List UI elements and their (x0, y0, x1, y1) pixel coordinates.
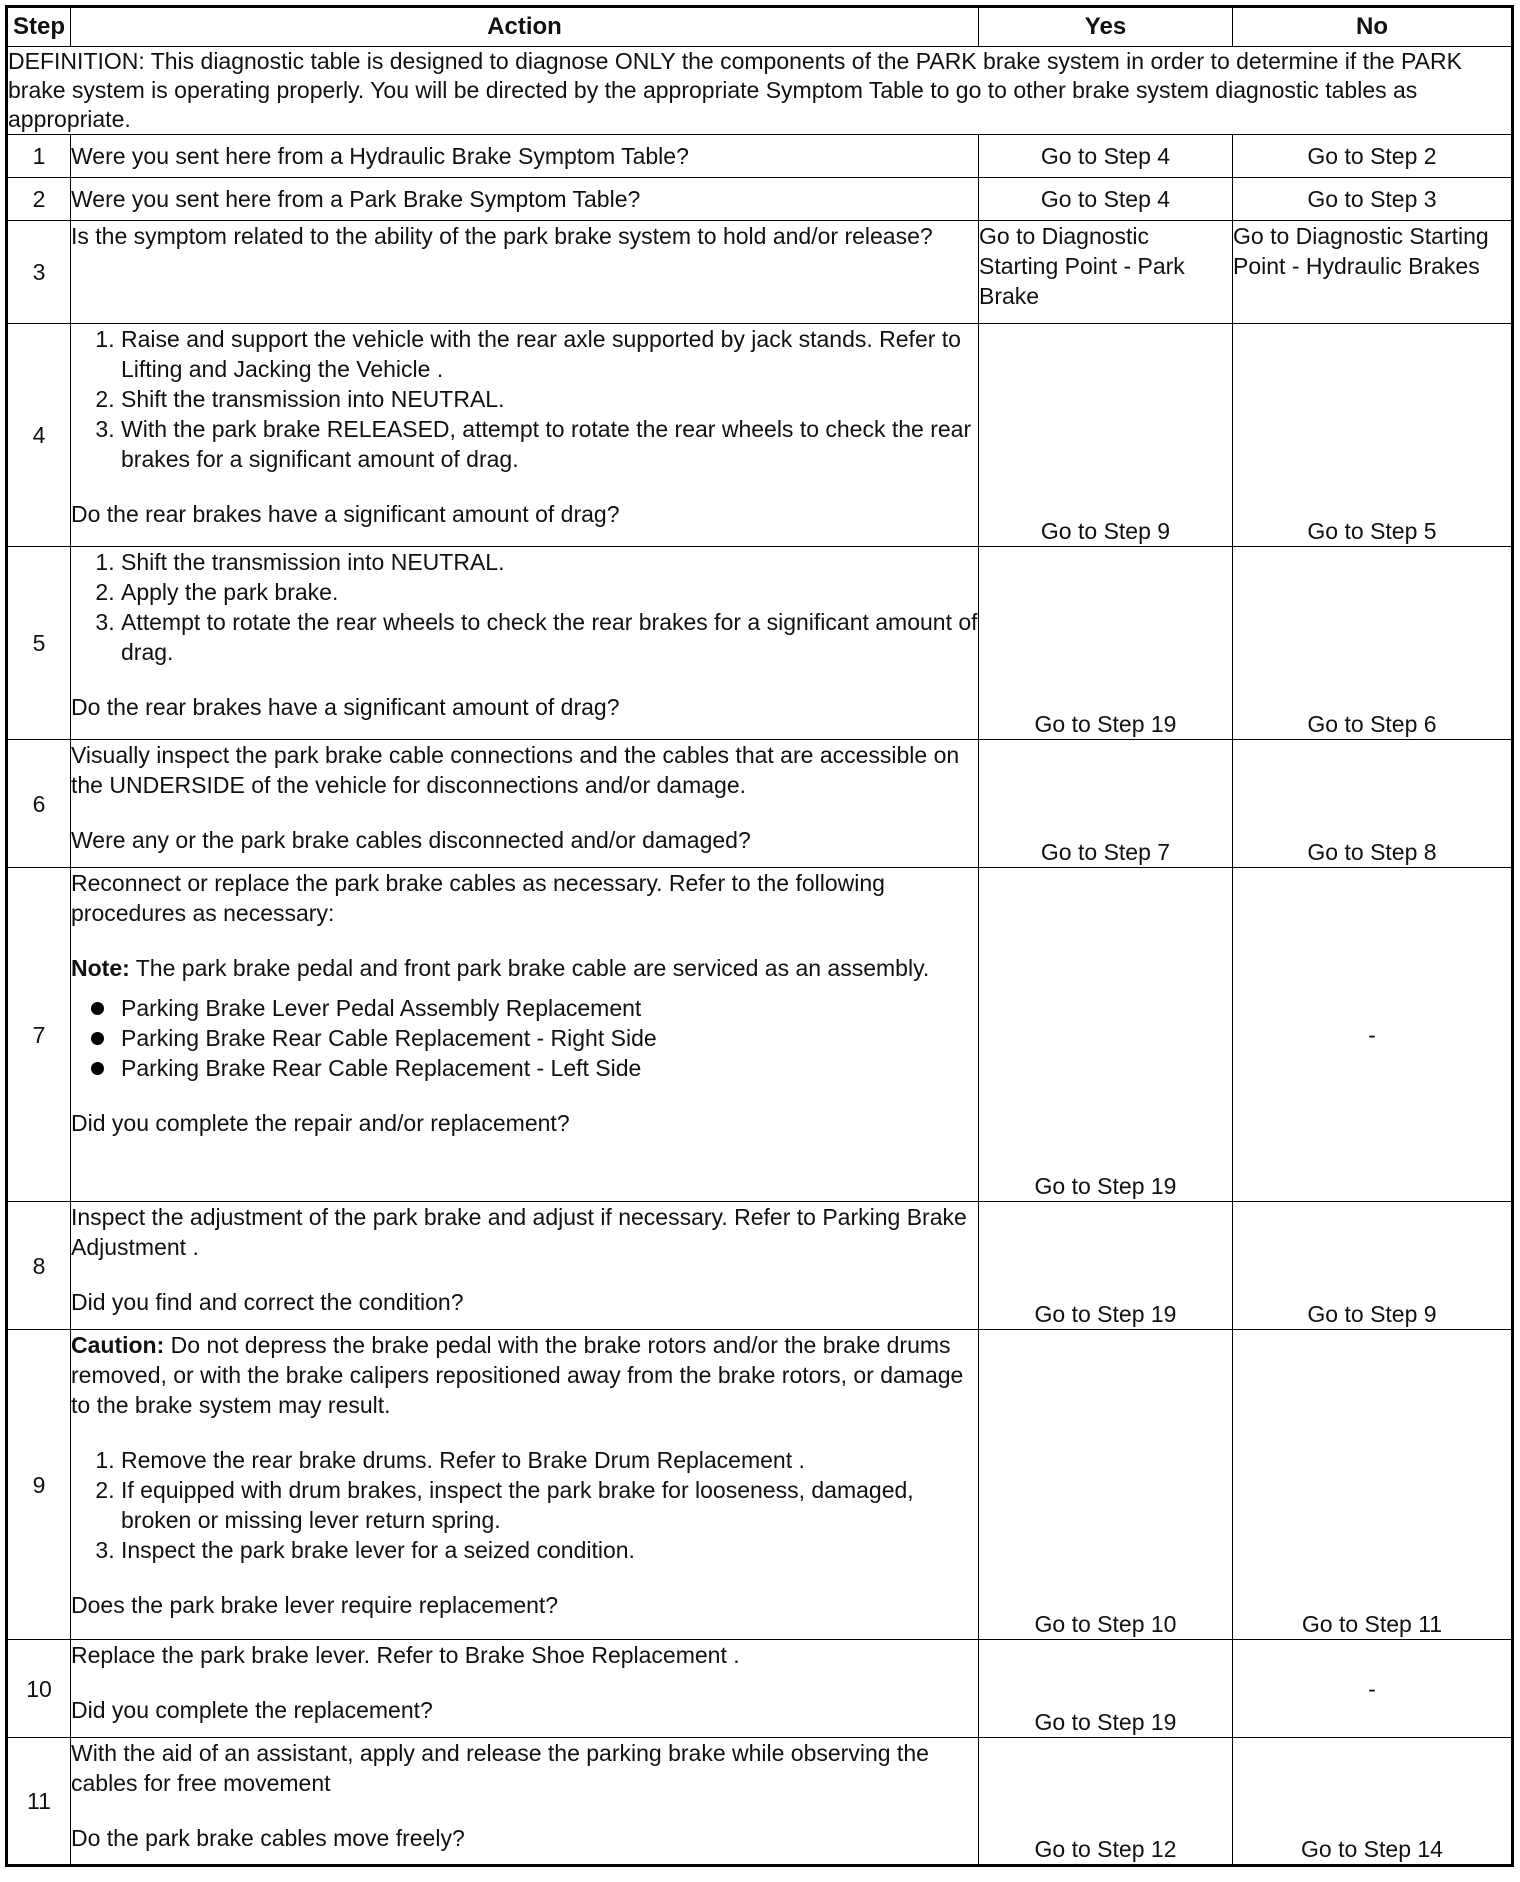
step-number: 8 (7, 1202, 71, 1330)
caution-paragraph (71, 1330, 978, 1420)
action-question: Were you sent here from a Park Brake Symptom Table? (71, 178, 979, 221)
action-text: Reconnect or replace the park brake cables as necessary. Refer to the following procedures as necessary: (71, 870, 885, 926)
table-row (7, 221, 1513, 324)
note-label: Note: (71, 955, 130, 981)
yes-result: Go to Step 19 (979, 1640, 1233, 1738)
action-cell (71, 324, 979, 547)
no-result: Go to Step 8 (1233, 740, 1513, 868)
action-text: Visually inspect the park brake cable connections and the cables that are accessible on the UNDERSIDE of the vehicle for disconnections and/or damage. (71, 742, 960, 798)
table-row (7, 1640, 1513, 1738)
header-step: Step (7, 7, 71, 47)
step-number: 7 (7, 868, 71, 1202)
no-result: - (1233, 868, 1513, 1202)
list-item: 2. Apply the park brake. (121, 577, 978, 607)
no-result: Go to Diagnostic Starting Point - Hydraulic Brakes (1233, 221, 1513, 324)
no-result: Go to Step 6 (1233, 547, 1513, 740)
header-row (7, 7, 1513, 47)
list-item: 1. Remove the rear brake drums. Refer to Brake Drum Replacement . (121, 1445, 978, 1475)
step-number: 5 (7, 547, 71, 740)
no-result: Go to Step 14 (1233, 1738, 1513, 1866)
bullet-icon (91, 1062, 104, 1075)
no-result: Go to Step 9 (1233, 1202, 1513, 1330)
action-cell (71, 547, 979, 740)
step-number: 6 (7, 740, 71, 868)
action-text: With the aid of an assistant, apply and release the parking brake while observing the cables for free movement (71, 1740, 929, 1796)
table-row (7, 1330, 1513, 1640)
list-item: 3. With the park brake RELEASED, attempt to rotate the rear wheels to check the rear brakes for a significant amount of drag. (121, 414, 978, 474)
table-row (7, 868, 1513, 1202)
yes-result: Go to Step 10 (979, 1330, 1233, 1640)
action-question: Did you complete the replacement? (71, 1697, 433, 1723)
yes-result: Go to Step 19 (979, 868, 1233, 1202)
list-item: 2. Shift the transmission into NEUTRAL. (121, 384, 978, 414)
table-row (7, 1738, 1513, 1866)
note-text: The park brake pedal and front park brake cable are serviced as an assembly. (129, 955, 930, 981)
procedure-list (71, 1445, 978, 1565)
yes-result: Go to Step 19 (979, 547, 1233, 740)
step-number: 1 (7, 135, 71, 178)
no-result: Go to Step 3 (1233, 178, 1513, 221)
procedure-list (71, 324, 978, 474)
action-question: Did you find and correct the condition? (71, 1289, 464, 1315)
action-question: Is the symptom related to the ability of the park brake system to hold and/or release? (71, 221, 979, 324)
action-cell (71, 740, 979, 868)
list-item (71, 1023, 978, 1053)
list-item (71, 993, 978, 1023)
header-yes: Yes (979, 7, 1233, 47)
diagnostic-table (5, 5, 1514, 1867)
action-question: Do the rear brakes have a significant amount of drag? (71, 694, 620, 720)
caution-text: Do not depress the brake pedal with the brake rotors and/or the brake drums removed, or with the brake calipers repositioned away from the brake rotors, or damage to the brake system may result. (71, 1332, 964, 1418)
list-item: 2. If equipped with drum brakes, inspect the park brake for looseness, damaged, broken or missing lever return spring. (121, 1475, 978, 1535)
no-result: Go to Step 5 (1233, 324, 1513, 547)
action-text: Inspect the adjustment of the park brake and adjust if necessary. Refer to Parking Brake Adjustment . (71, 1204, 967, 1260)
definition-row (7, 47, 1513, 135)
step-number: 4 (7, 324, 71, 547)
procedure-list (71, 547, 978, 667)
header-action: Action (71, 7, 979, 47)
list-item (71, 1053, 978, 1083)
table-row (7, 135, 1513, 178)
action-cell (71, 868, 979, 1202)
note-paragraph (71, 953, 978, 983)
yes-result: Go to Step 4 (979, 178, 1233, 221)
step-number: 10 (7, 1640, 71, 1738)
header-no: No (1233, 7, 1513, 47)
list-item: 3. Attempt to rotate the rear wheels to check the rear brakes for a significant amount of drag. (121, 607, 978, 667)
action-text: Replace the park brake lever. Refer to Brake Shoe Replacement . (71, 1642, 740, 1668)
procedure-link[interactable]: Parking Brake Rear Cable Replacement - Left Side (121, 1055, 642, 1081)
procedure-link[interactable]: Parking Brake Lever Pedal Assembly Replacement (121, 995, 642, 1021)
caution-label: Caution: (71, 1332, 165, 1358)
action-question: Do the park brake cables move freely? (71, 1825, 465, 1851)
definition-text: DEFINITION: This diagnostic table is designed to diagnose ONLY the components of the PARK brake system in order to determine if the PARK brake system is operating properly. You will be directed by the appropriate Symptom Table to go to other brake system diagnostic tables as appropriate. (7, 47, 1513, 135)
procedure-link[interactable]: Parking Brake Rear Cable Replacement - Right Side (121, 1025, 657, 1051)
list-item: 1. Shift the transmission into NEUTRAL. (121, 547, 978, 577)
action-question: Do the rear brakes have a significant amount of drag? (71, 501, 620, 527)
list-item: 3. Inspect the park brake lever for a seized condition. (121, 1535, 978, 1565)
no-result: Go to Step 2 (1233, 135, 1513, 178)
action-question: Were you sent here from a Hydraulic Brake Symptom Table? (71, 135, 979, 178)
table-row (7, 1202, 1513, 1330)
step-number: 3 (7, 221, 71, 324)
yes-result: Go to Step 7 (979, 740, 1233, 868)
action-cell (71, 1640, 979, 1738)
yes-result: Go to Step 19 (979, 1202, 1233, 1330)
action-cell (71, 1738, 979, 1866)
step-number: 9 (7, 1330, 71, 1640)
action-cell (71, 1202, 979, 1330)
table-row (7, 740, 1513, 868)
table-row (7, 178, 1513, 221)
no-result: Go to Step 11 (1233, 1330, 1513, 1640)
list-item: 1. Raise and support the vehicle with the rear axle supported by jack stands. Refer to Lifting and Jacking the Vehicle . (121, 324, 978, 384)
action-question: Does the park brake lever require replacement? (71, 1592, 559, 1618)
yes-result: Go to Step 12 (979, 1738, 1233, 1866)
bullet-icon (91, 1002, 104, 1015)
action-cell (71, 1330, 979, 1640)
table-row (7, 324, 1513, 547)
yes-result: Go to Diagnostic Starting Point - Park Brake (979, 221, 1233, 324)
step-number: 2 (7, 178, 71, 221)
yes-result: Go to Step 9 (979, 324, 1233, 547)
procedure-links (71, 993, 978, 1083)
bullet-icon (91, 1032, 104, 1045)
action-question: Were any or the park brake cables disconnected and/or damaged? (71, 827, 751, 853)
step-number: 11 (7, 1738, 71, 1866)
no-result: - (1233, 1640, 1513, 1738)
yes-result: Go to Step 4 (979, 135, 1233, 178)
action-question: Did you complete the repair and/or replacement? (71, 1110, 570, 1136)
table-row (7, 547, 1513, 740)
